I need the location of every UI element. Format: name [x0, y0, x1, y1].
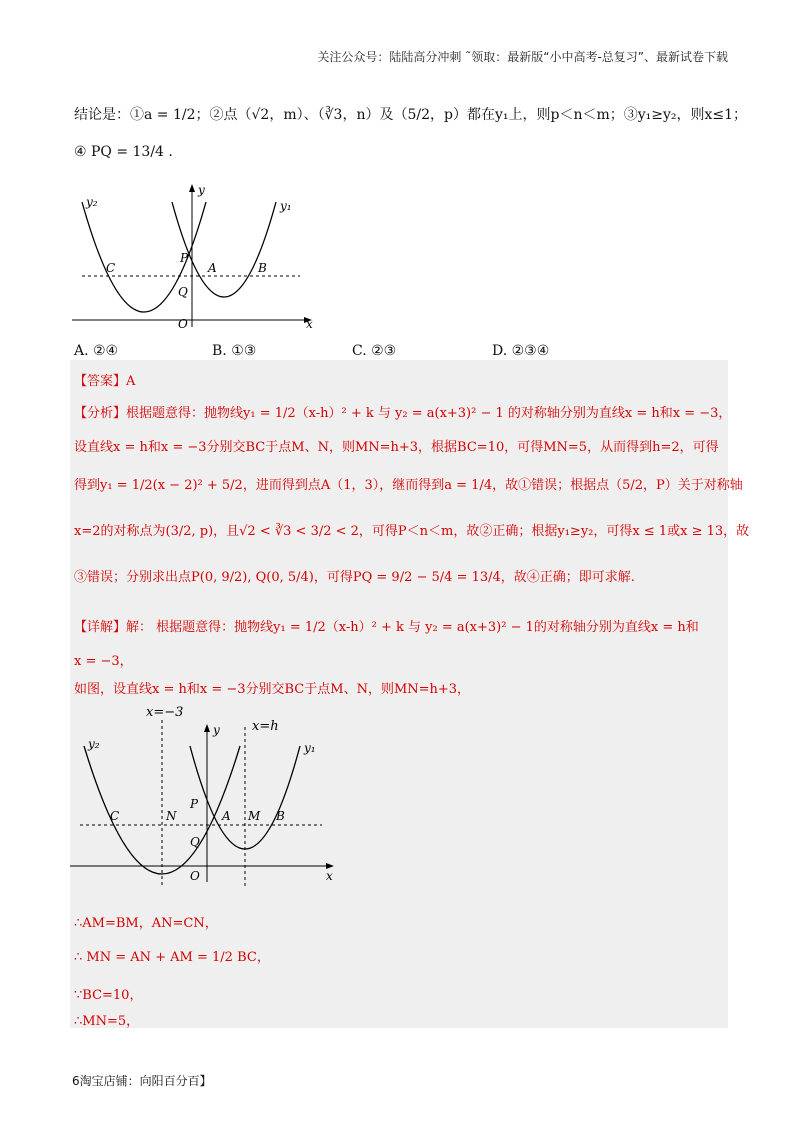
label-y: y [198, 183, 205, 197]
page-header: 关注公众号：陆陆高分冲刺 ˜领取：最新版“小中高考-总复习”、最新试卷下载 [317, 50, 728, 64]
page-footer: 6淘宝店铺：向阳百分百】 [72, 1074, 212, 1088]
label-x-2: x [326, 869, 333, 883]
label-x-h: x=h [252, 719, 279, 734]
y-axis-arrow-2 [204, 724, 210, 732]
label-A-2: A [222, 809, 231, 823]
parabola-graph-1 [72, 182, 322, 332]
conclusion-prefix: 结论是： [74, 107, 130, 123]
option-c: C. ②③ [352, 343, 397, 359]
label-C: C [106, 261, 116, 275]
label-y2: y₂ [86, 195, 98, 209]
label-x: x [306, 317, 313, 331]
label-y-2: y [213, 723, 220, 737]
conclusion-3: ③y₁≥y₂，则x≤1； [623, 107, 748, 123]
label-y2-2: y₂ [88, 737, 100, 751]
analysis-line-3: 得到y₁ = 1/2(x − 2)² + 5/2，进而得到点A（1，3），继而得到a = 1/4，故①错误；根据点（5/2，P）关于对称轴 [74, 478, 743, 493]
label-B-2: B [276, 809, 285, 823]
conclusion-line-2 [74, 144, 173, 160]
option-b: B. ①③ [212, 343, 257, 359]
label-O-2: O [190, 869, 200, 883]
analysis-line-4: x=2的对称点为(3/2, p)，且√2 < ∛3 < 3/2 < 2，可得P＜n＜m，故②正确；根据y₁≥y₂，可得x ≤ 1或x ≥ 13，故 [74, 524, 750, 539]
label-C-2: C [110, 809, 120, 823]
y-axis-arrow [189, 184, 195, 192]
parabola-y1 [172, 202, 276, 297]
conclusion-2: ②点（√2，m）、（∛3，n）及（5/2，p）都在y₁上，则p＜n＜m； [209, 107, 624, 123]
step-4: ∴MN=5， [74, 1014, 140, 1029]
analysis-line-5: ③错误；分别求出点P(0, 9/2), Q(0, 5/4)，可得PQ = 9/2 − 5/4 = 13/4，故④正确；即可求解. [74, 570, 635, 585]
detail-line-3: 如图，设直线x = h和x = −3分别交BC于点M、N，则MN=h+3， [74, 682, 471, 697]
parabola-graph-2 [70, 702, 350, 892]
option-d: D. ②③④ [492, 343, 550, 359]
analysis-heading: 【分析】根据题意得：抛物线 [74, 406, 244, 421]
analysis-text-1: y₁ = 1/2（x-h）² + k 与 y₂ = a(x+3)² − 1 的对称轴分别为直线x = h和x = −3， [243, 406, 732, 421]
label-x-minus-3: x=−3 [146, 705, 184, 720]
step-1: ∴AM=BM，AN=CN， [74, 916, 218, 931]
analysis-line-2: 设直线x = h和x = −3分别交BC于点M、N，则MN=h+3，根据BC=10，可得MN=5，从而得到h=2，可得 [74, 440, 719, 455]
answer-label: 【答案】A [74, 374, 136, 389]
label-P: P [180, 251, 189, 265]
label-A: A [208, 261, 217, 275]
label-Q: Q [178, 285, 188, 299]
analysis-line-1 [74, 402, 731, 421]
conclusion-1: ①a = 1/2； [130, 107, 210, 123]
step-2: ∴ MN = AN + AM = 1/2 BC， [74, 950, 270, 965]
label-M: M [248, 809, 261, 823]
label-y1: y₁ [280, 199, 292, 213]
conclusion-line-1 [74, 104, 747, 124]
option-a: A. ②④ [74, 343, 119, 359]
label-O: O [178, 317, 188, 331]
label-N: N [166, 809, 177, 823]
step-3: ∵BC=10， [74, 988, 143, 1003]
label-Q-2: Q [190, 835, 200, 849]
conclusion-4: ④ PQ = 13/4 . [74, 144, 173, 160]
label-y1-2: y₁ [304, 741, 316, 755]
detail-line-2: x = −3， [74, 654, 133, 669]
label-P-2: P [190, 797, 199, 811]
detail-line-1: 【详解】解： 根据题意得：抛物线y₁ = 1/2（x-h）² + k 与 y₂ = a(x+3)² − 1的对称轴分别为直线x = h和 [74, 620, 699, 635]
label-B: B [258, 261, 267, 275]
